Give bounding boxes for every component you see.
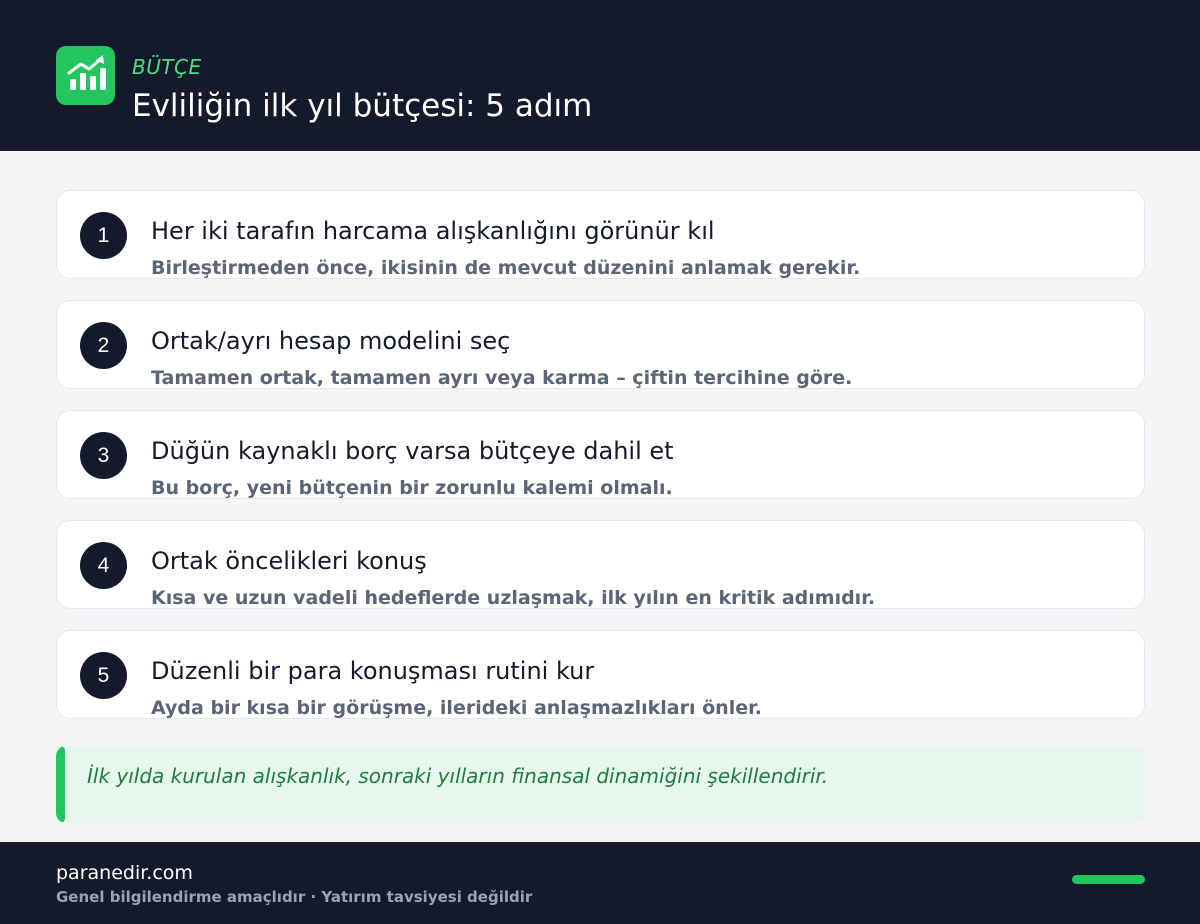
step-title: Ortak öncelikleri konuş — [151, 547, 427, 575]
page-title: Evliliğin ilk yıl bütçesi: 5 adım — [132, 88, 593, 124]
step-card-2 — [56, 300, 1145, 389]
growth-chart-icon — [56, 46, 115, 105]
step-number-badge: 3 — [80, 432, 127, 479]
site-name: paranedir.com — [56, 862, 193, 884]
step-number-badge: 5 — [80, 652, 127, 699]
step-number-badge: 2 — [80, 322, 127, 369]
category-label: BÜTÇE — [132, 55, 202, 79]
step-description: Birleştirmeden önce, ikisinin de mevcut düzenini anlamak gerekir. — [151, 257, 861, 279]
callout-accent-bar — [56, 746, 65, 823]
footer-accent-bar — [1072, 875, 1145, 884]
step-card-4 — [56, 520, 1145, 609]
step-number-badge: 4 — [80, 542, 127, 589]
step-title: Düğün kaynaklı borç varsa bütçeye dahil et — [151, 437, 674, 465]
steps-list — [56, 190, 1145, 740]
step-card-3 — [56, 410, 1145, 499]
step-card-5 — [56, 630, 1145, 719]
footer — [0, 842, 1200, 924]
step-description: Ayda bir kısa bir görüşme, ilerideki anlaşmazlıkları önler. — [151, 697, 762, 719]
step-number-badge: 1 — [80, 212, 127, 259]
step-card-1 — [56, 190, 1145, 279]
header — [0, 0, 1200, 151]
callout-text: İlk yılda kurulan alışkanlık, sonraki yılların finansal dinamiğini şekillendirir. — [87, 764, 829, 788]
step-description: Kısa ve uzun vadeli hedeflerde uzlaşmak, ilk yılın en kritik adımıdır. — [151, 587, 876, 609]
step-description: Tamamen ortak, tamamen ayrı veya karma – çiftin tercihine göre. — [151, 367, 853, 389]
step-title: Düzenli bir para konuşması rutini kur — [151, 657, 595, 685]
callout-note — [56, 746, 1145, 823]
step-title: Her iki tarafın harcama alışkanlığını görünür kıl — [151, 217, 715, 245]
step-title: Ortak/ayrı hesap modelini seç — [151, 327, 511, 355]
step-description: Bu borç, yeni bütçenin bir zorunlu kalemi olmalı. — [151, 477, 673, 499]
disclaimer-text: Genel bilgilendirme amaçlıdır · Yatırım tavsiyesi değildir — [56, 888, 533, 906]
